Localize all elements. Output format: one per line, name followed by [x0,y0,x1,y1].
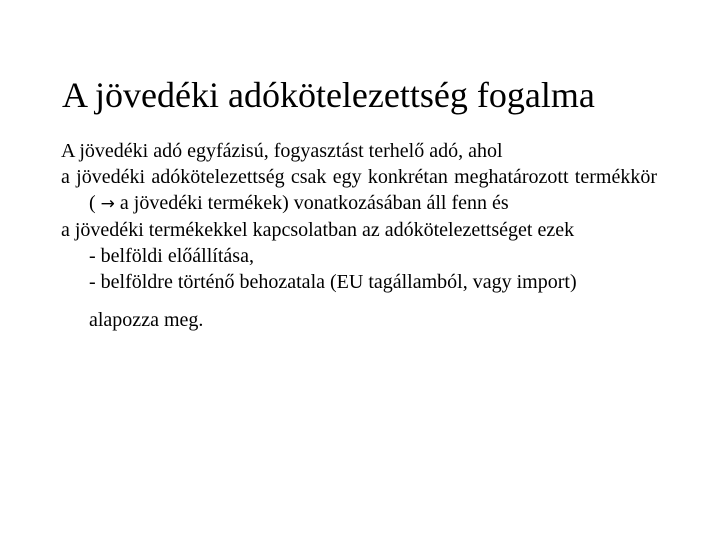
scope-text-end: a jövedéki termékek) vonatkozásában áll fenn és [114,192,509,214]
arrow-icon: → [100,194,115,214]
slide-body [61,138,657,333]
intro-line: A jövedéki adó egyfázisú, fogyasztást terhelő adó, ahol [61,140,503,162]
scope-text-start: a jövedéki adókötelezettség csak egy konkrétan meghatározott termékkör ( [61,166,657,214]
closing-line: alapozza meg. [89,309,204,331]
list-item-import: - belföldre történő behozatala (EU tagállamból, vagy import) [89,271,577,293]
list-item-production: - belföldi előállítása, [89,245,254,267]
slide-title: A jövedéki adókötelezettség fogalma [62,75,595,115]
basis-paragraph: a jövedéki termékekkel kapcsolatban az adókötelezettséget ezek [61,219,575,241]
scope-paragraph [61,164,657,217]
